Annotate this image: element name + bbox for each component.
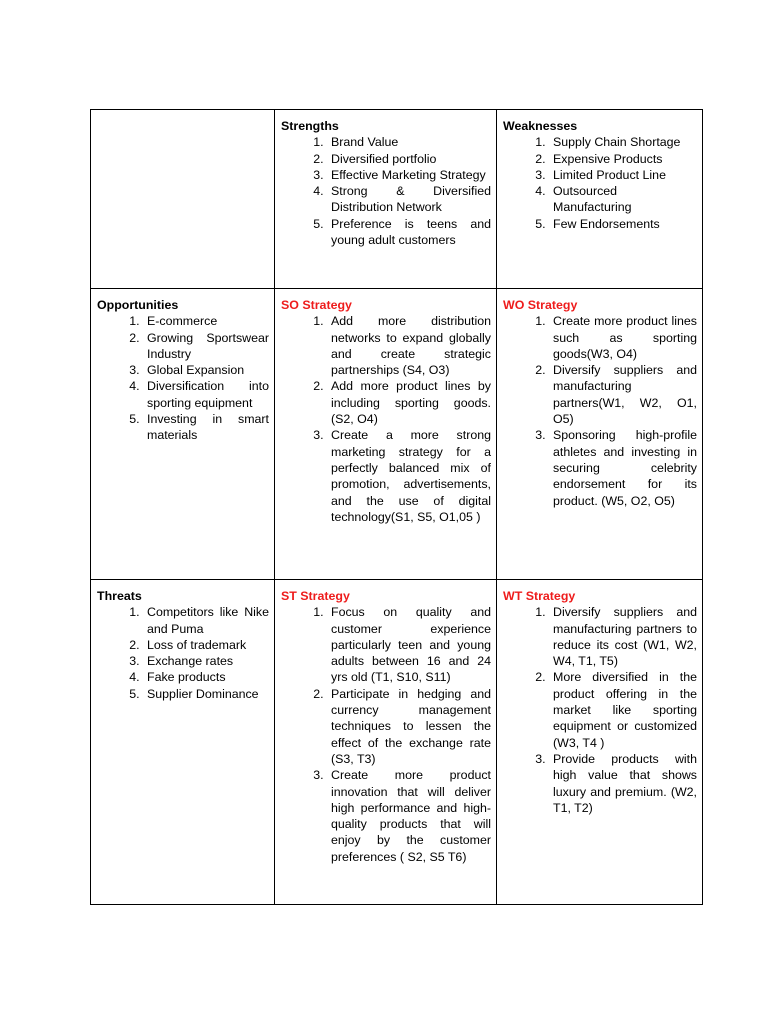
opportunities-list xyxy=(97,313,269,443)
list-item: 2. Diversified portfolio xyxy=(327,151,491,167)
list-item: 3. Global Expansion xyxy=(143,362,269,378)
list-item: 3. Provide products with high value that shows luxury and premium. (W2, T1, T2) xyxy=(549,751,697,816)
list-item: 3. Limited Product Line xyxy=(549,167,697,183)
list-item: 1. E-commerce xyxy=(143,313,269,329)
weaknesses-heading: Weaknesses xyxy=(503,119,578,133)
list-item: 5. Investing in smart materials xyxy=(143,411,269,444)
empty-corner-cell xyxy=(91,110,275,289)
list-item: 4. Diversification into sporting equipment xyxy=(143,378,269,411)
list-item: 2. Expensive Products xyxy=(549,151,697,167)
list-item: 3. Effective Marketing Strategy xyxy=(327,167,491,183)
list-item: 4. Strong & Diversified Distribution Network xyxy=(327,183,491,216)
list-item: 5. Few Endorsements xyxy=(549,216,697,232)
wo-strategy-list xyxy=(503,313,697,509)
list-item: 3. Create a more strong marketing strategy for a perfectly balanced mix of promotion, advertisements, and the use of digital technology(S1, S5, O1,05 ) xyxy=(327,427,491,525)
strengths-heading: Strengths xyxy=(281,119,339,133)
list-item: 1. Diversify suppliers and manufacturing partners to reduce its cost (W1, W2, W4, T1, T5) xyxy=(549,604,697,669)
st-strategy-list xyxy=(281,604,491,865)
list-item: 3. Sponsoring high-profile athletes and investing in securing celebrity endorsement for its product. (W5, O2, O5) xyxy=(549,427,697,508)
wo-strategy-cell xyxy=(497,289,703,580)
list-item: 2. Add more product lines by including sporting goods. (S2, O4) xyxy=(327,378,491,427)
table-row-opportunities xyxy=(91,289,703,580)
list-item: 1. Competitors like Nike and Puma xyxy=(143,604,269,637)
so-strategy-heading: SO Strategy xyxy=(281,298,352,312)
list-item: 5. Preference is teens and young adult customers xyxy=(327,216,491,249)
list-item: 1. Add more distribution networks to expand globally and create strategic partnerships (S4, O3) xyxy=(327,313,491,378)
so-strategy-cell xyxy=(275,289,497,580)
st-strategy-heading: ST Strategy xyxy=(281,589,350,603)
table-row-header xyxy=(91,110,703,289)
threats-heading: Threats xyxy=(97,589,142,603)
list-item: 1. Focus on quality and customer experience particularly teen and young adults between 16 and 24 yrs old (T1, S10, S11) xyxy=(327,604,491,685)
list-item: 4. Outsourced Manufacturing xyxy=(549,183,697,216)
strengths-cell xyxy=(275,110,497,289)
table-row-threats xyxy=(91,580,703,905)
list-item: 2. Diversify suppliers and manufacturing partners(W1, W2, O1, O5) xyxy=(549,362,697,427)
list-item: 1. Brand Value xyxy=(327,134,491,150)
opportunities-heading: Opportunities xyxy=(97,298,179,312)
wt-strategy-list xyxy=(503,604,697,816)
wt-strategy-heading: WT Strategy xyxy=(503,589,576,603)
threats-cell xyxy=(91,580,275,905)
strengths-list xyxy=(281,134,491,248)
weaknesses-list xyxy=(503,134,697,232)
wt-strategy-cell xyxy=(497,580,703,905)
list-item: 2. Growing Sportswear Industry xyxy=(143,330,269,363)
list-item: 2. Loss of trademark xyxy=(143,637,269,653)
list-item: 4. Fake products xyxy=(143,669,269,685)
wo-strategy-heading: WO Strategy xyxy=(503,298,578,312)
so-strategy-list xyxy=(281,313,491,525)
list-item: 2. More diversified in the product offering in the market like sporting equipment or customized (W3, T4 ) xyxy=(549,669,697,750)
list-item: 5. Supplier Dominance xyxy=(143,686,269,702)
list-item: 1. Create more product lines such as sporting goods(W3, O4) xyxy=(549,313,697,362)
list-item: 3. Create more product innovation that will deliver high performance and high-quality products that will enjoy by the customer preferences ( S2, S5 T6) xyxy=(327,767,491,865)
list-item: 2. Participate in hedging and currency management techniques to lessen the effect of the exchange rate (S3, T3) xyxy=(327,686,491,767)
st-strategy-cell xyxy=(275,580,497,905)
threats-list xyxy=(97,604,269,702)
weaknesses-cell xyxy=(497,110,703,289)
opportunities-cell xyxy=(91,289,275,580)
swot-matrix-table xyxy=(90,109,703,905)
list-item: 3. Exchange rates xyxy=(143,653,269,669)
list-item: 1. Supply Chain Shortage xyxy=(549,134,697,150)
